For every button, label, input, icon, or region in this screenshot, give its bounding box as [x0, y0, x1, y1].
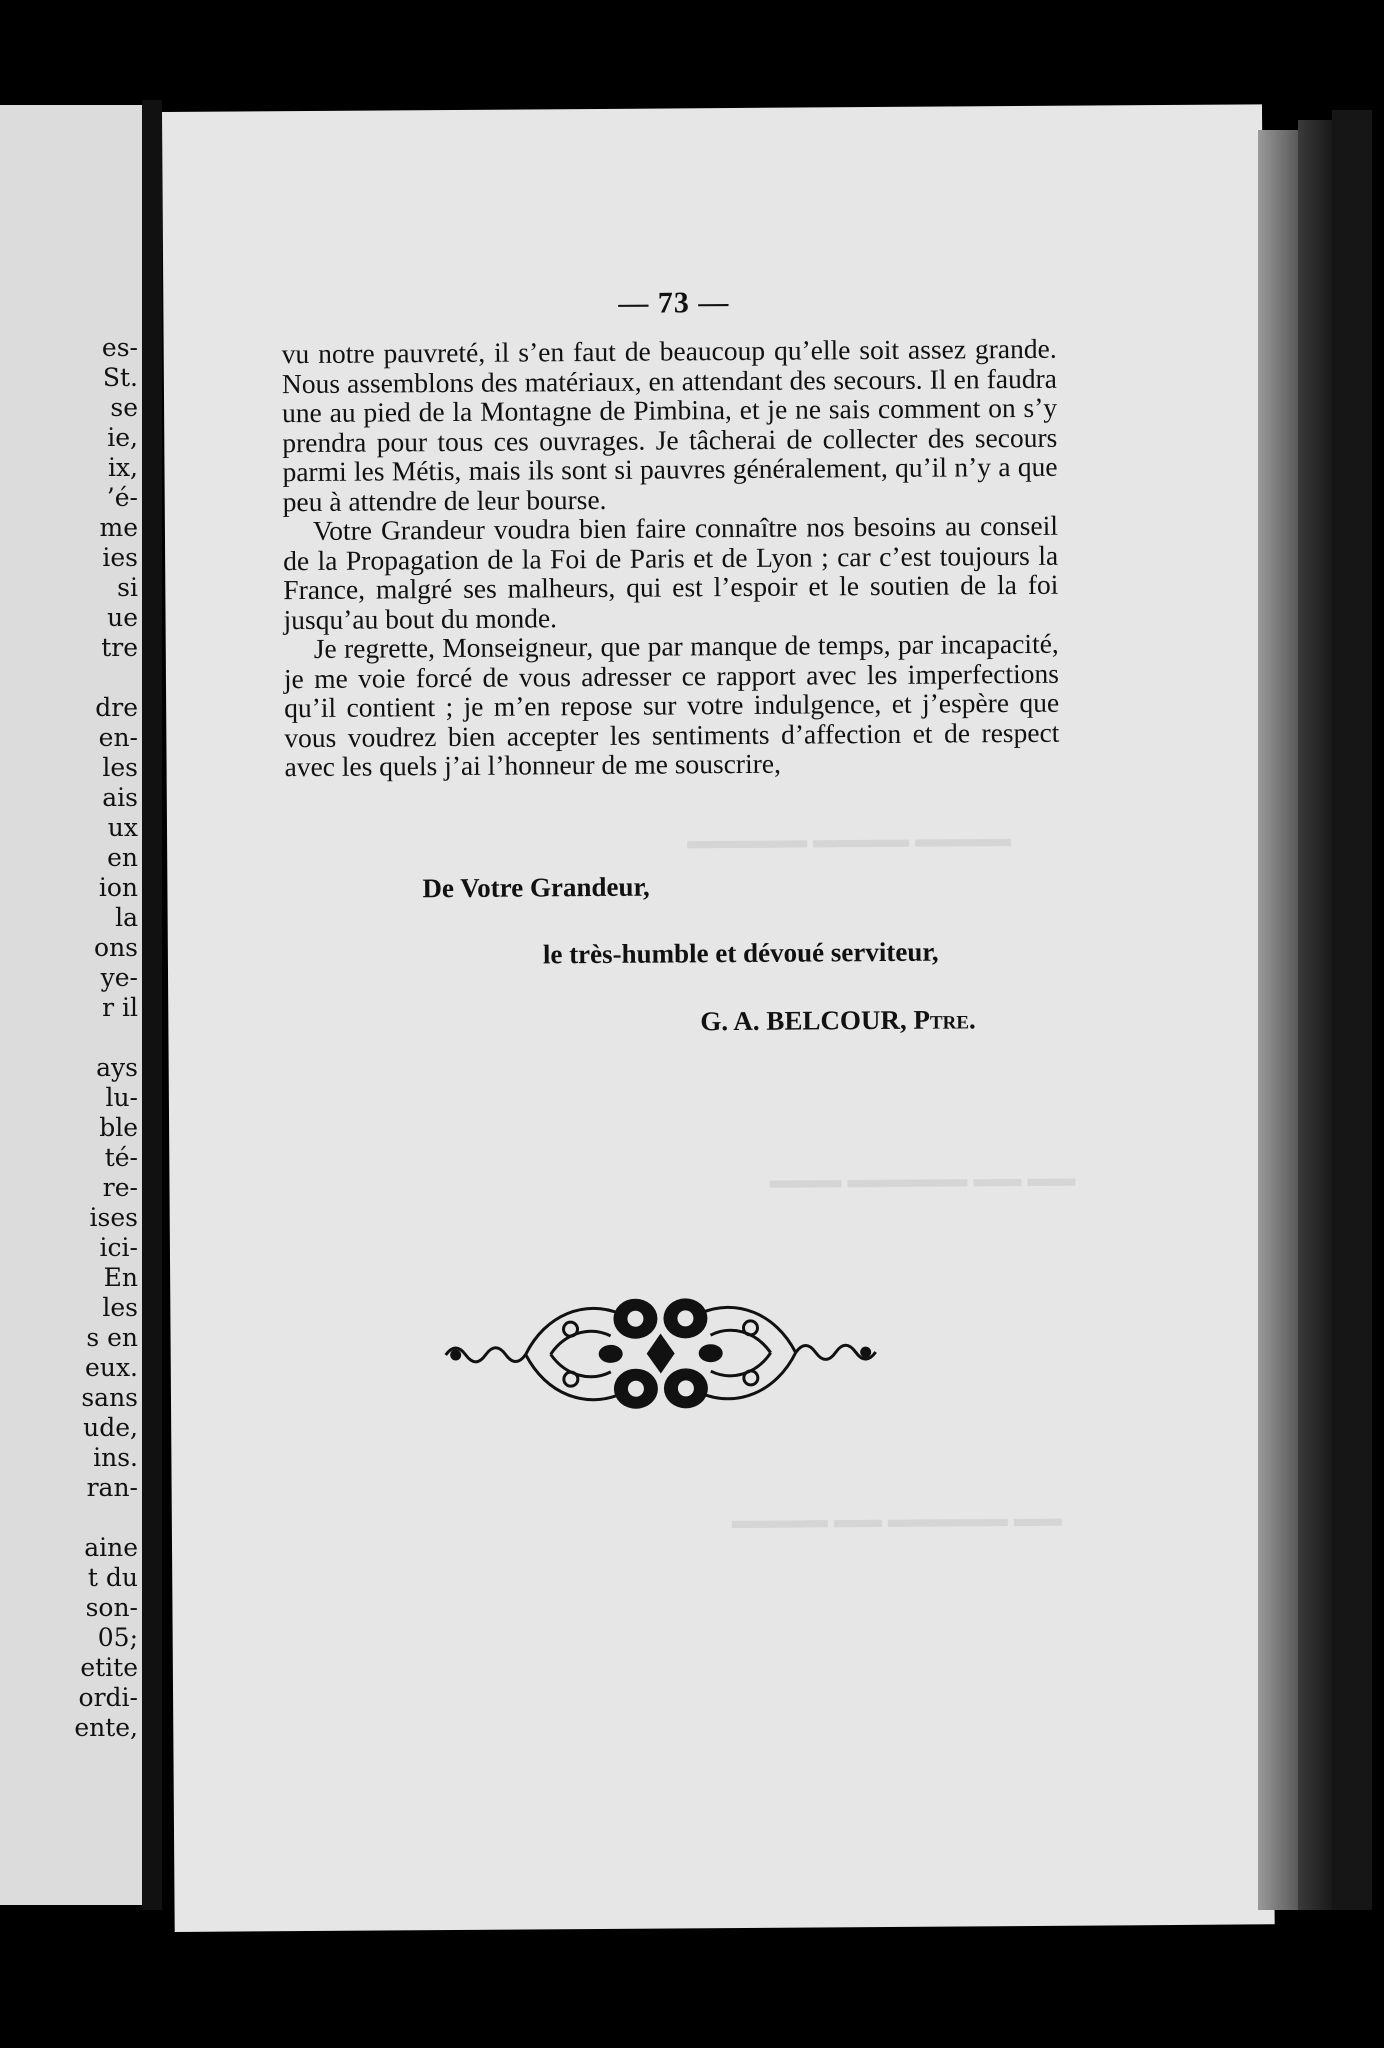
left-page-text-fragment: ie,: [107, 423, 138, 452]
left-page-text-fragment: re-: [102, 1173, 138, 1202]
left-page-text-fragment: ran-: [86, 1473, 138, 1502]
book-cover-edge: [1332, 110, 1372, 1910]
left-page-text-fragment: tre: [101, 633, 138, 662]
show-through-text: ▬▬▬ ▬▬▬▬▬ ▬▬ ▬▬: [769, 1165, 1076, 1194]
left-page-text-fragment: ue: [107, 603, 138, 632]
closing-salutation: De Votre Grandeur,: [422, 871, 650, 904]
left-page-text-fragment: ici-: [99, 1233, 138, 1262]
left-page-text-fragment: es-: [101, 333, 138, 362]
book-gutter: [142, 100, 162, 1910]
left-page-text-fragment: son-: [85, 1593, 138, 1622]
left-page-text-fragment: les: [102, 1293, 138, 1322]
left-page-text-fragment: ion: [98, 873, 138, 902]
left-page-text-fragment: ux: [107, 813, 138, 842]
vignette-fleuron-icon: [440, 1287, 881, 1420]
left-page-text-fragment: aine: [84, 1533, 138, 1562]
left-page-text-fragment: ’é-: [106, 483, 138, 512]
left-page-text-fragment: 05;: [97, 1623, 138, 1652]
left-page-text-fragment: ises: [89, 1203, 138, 1232]
left-page-text-fragment: r il: [102, 993, 138, 1022]
left-page-text-fragment: eux.: [85, 1353, 138, 1382]
page-edges: [1298, 120, 1332, 1910]
left-page-text-fragment: ins.: [93, 1443, 138, 1472]
left-page-text-fragment: en: [107, 843, 138, 872]
left-page-text-fragment: ude,: [83, 1413, 138, 1442]
signature-name: G. A. BELCOUR,: [700, 1004, 907, 1037]
page-number: — 73 —: [618, 286, 730, 320]
signature-title: Ptre.: [913, 1004, 976, 1035]
left-page-text-fragment: ordi-: [78, 1683, 138, 1712]
left-page-text-fragment: En: [103, 1263, 138, 1292]
left-page-text-fragment: ies: [102, 543, 138, 572]
left-page-text-fragment: ye-: [100, 963, 138, 992]
left-page-text-fragment: lu-: [105, 1083, 138, 1112]
show-through-text: ▬▬▬▬ ▬▬ ▬▬▬▬▬ ▬▬: [731, 1505, 1062, 1535]
left-page-text-fragment: dre: [95, 693, 138, 722]
left-page-text-fragment: en-: [98, 723, 138, 752]
paragraph-1: vu notre pauvreté, il s’en faut de beaucoup qu’elle soit assez grande. Nous assemblons des matériaux, en attendant des secours. Il en faudra une au pied de la Montagne de Pimbina, et je ne sais comment on s’y prendra pour tous ces ouvrages. Je tâcherai de collecter des secours parmi les Métis, mais ils sont si pauvres généralement, qu’il n’y a que peu à attendre de leur bourse.: [281, 332, 1058, 517]
signature: [700, 1004, 976, 1037]
page-edges: [1258, 130, 1298, 1910]
right-page: [162, 104, 1275, 1932]
closing-servant-line: le très-humble et dévoué serviteur,: [542, 936, 939, 970]
left-page-text-fragment: t du: [87, 1563, 138, 1592]
left-page-text-fragment: se: [110, 393, 138, 422]
show-through-text: ▬▬▬▬▬ ▬▬▬▬ ▬▬▬▬: [687, 826, 1012, 855]
left-page-text-fragment: s en: [86, 1323, 138, 1352]
left-page-text-fragment: ays: [96, 1053, 138, 1082]
left-page-text-fragment: ble: [99, 1113, 138, 1142]
left-page-text-fragment: ente,: [74, 1713, 138, 1742]
left-facing-page: [0, 105, 142, 1905]
left-page-text-fragment: me: [99, 513, 138, 542]
left-page-text-fragment: té-: [104, 1143, 138, 1172]
letter-body: [282, 334, 1060, 782]
left-page-text-fragment: ons: [94, 933, 138, 962]
paragraph-3: Je regrette, Monseigneur, que par manque de temps, par incapacité, je me voie forcé de vous adresser ce rapport avec les imperfections qu’il contient ; je m’en repose sur votre indulgence, et j’espère que vous voudrez bien accepter les sentiments d’affection et de respect avec les quels j’ai l’honneur de me souscrire,: [283, 627, 1060, 783]
left-page-text-fragment: St.: [102, 363, 138, 392]
left-page-text-fragment: ais: [102, 783, 138, 812]
left-page-text-fragment: les: [102, 753, 138, 782]
left-page-text-fragment: la: [115, 903, 138, 932]
left-page-text-fragment: sans: [81, 1383, 138, 1412]
paragraph-2: Votre Grandeur voudra bien faire connaître nos besoins au conseil de la Propagation de la Foi de Paris et de Lyon ; car c’est toujours la France, malgré ses malheurs, qui est l’espoir et le soutien de la foi jusqu’au bout du monde.: [283, 509, 1059, 635]
left-page-text-fragment: etite: [80, 1653, 138, 1682]
left-page-text-fragment: si: [117, 573, 138, 602]
left-page-text-fragment: ix,: [107, 453, 138, 482]
